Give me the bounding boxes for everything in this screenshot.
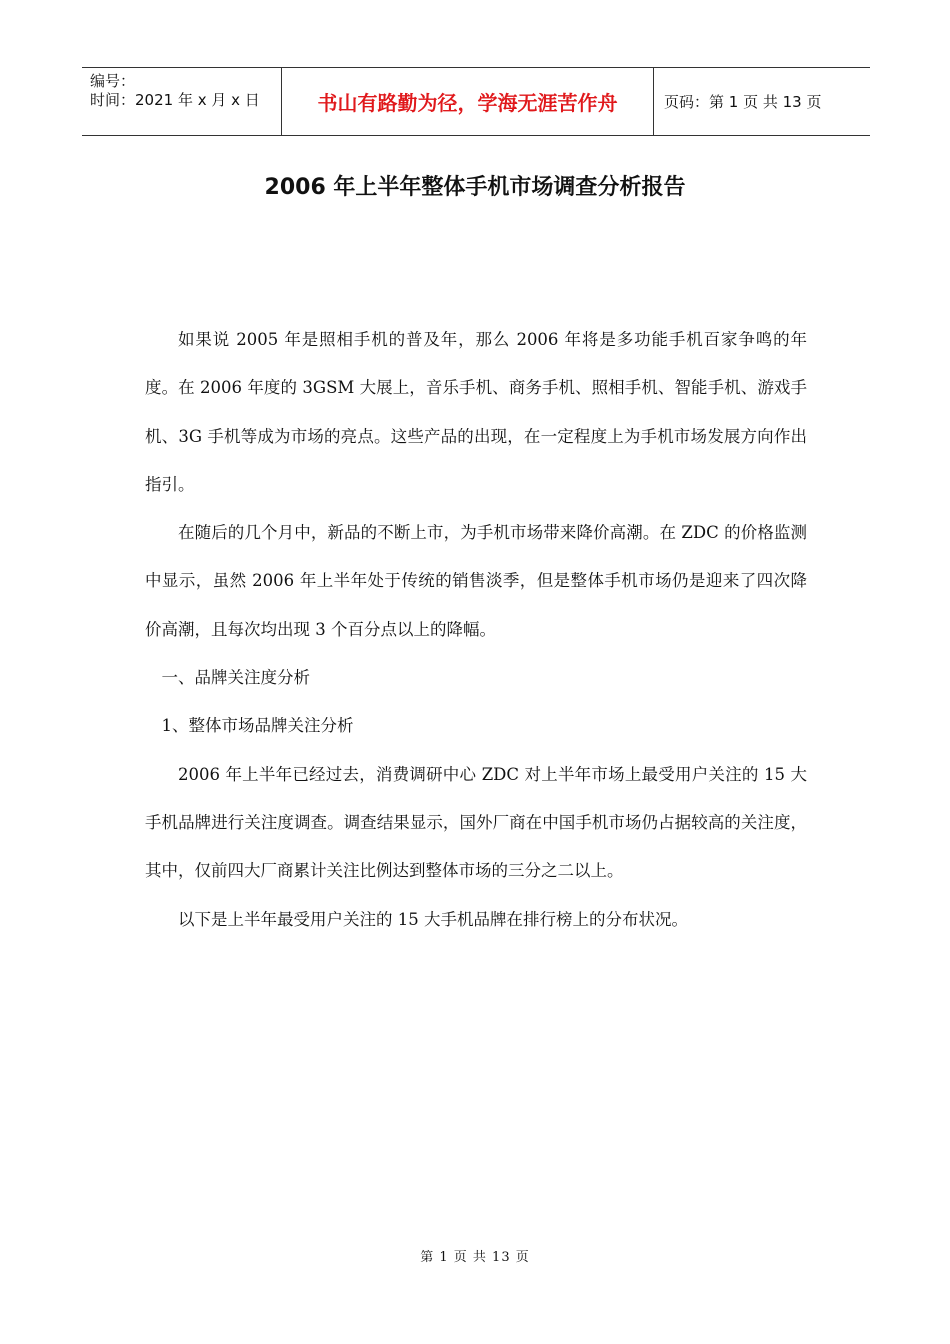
header-page-info: 页码：第 1 页 共 13 页 <box>664 93 822 111</box>
header-motto: 书山有路勤为径，学海无涯苦作舟 <box>282 68 654 135</box>
document-title: 2006 年上半年整体手机市场调查分析报告 <box>264 175 686 200</box>
number-label: 编号： <box>90 72 136 90</box>
paragraph: 2006 年上半年已经过去，消费调研中心 ZDC 对上半年市场上最受用户关注的 15 大手机品牌进行关注度调查。调查结果显示，国外厂商在中国手机市场仍占据较高的关注度，其中，仅前四大厂商累计关注比例达到整体市场的三分之二以上。 <box>145 764 807 881</box>
paragraph: 在随后的几个月中，新品的不断上市，为手机市场带来降价高潮。在 ZDC 的价格监测中显示，虽然 2006 年上半年处于传统的销售淡季，但是整体手机市场仍是迎来了四次降价高潮，且每次均出现 3 个百分点以上的降幅。 <box>145 523 807 639</box>
section-heading: 一、品牌关注度分析 <box>161 668 310 688</box>
paragraph: 以下是上半年最受用户关注的 15 大手机品牌在排行榜上的分布状况。 <box>178 909 688 929</box>
time-label: 时间：2021 年 x 月 x 日 <box>90 91 260 109</box>
subsection-heading: 1、整体市场品牌关注分析 <box>161 716 354 736</box>
header-meta <box>82 68 282 135</box>
page-footer: 第 1 页 共 13 页 <box>420 1250 530 1265</box>
paragraph: 如果说 2005 年是照相手机的普及年，那么 2006 年将是多功能手机百家争鸣的年度。在 2006 年度的 3GSM 大展上，音乐手机、商务手机、照相手机、智能手机、游戏手机、3G 手机等成为市场的亮点。这些产品的出现，在一定程度上为手机市场发展方向作出指引。 <box>145 330 807 494</box>
page-header <box>82 67 870 136</box>
document-body <box>145 316 807 944</box>
